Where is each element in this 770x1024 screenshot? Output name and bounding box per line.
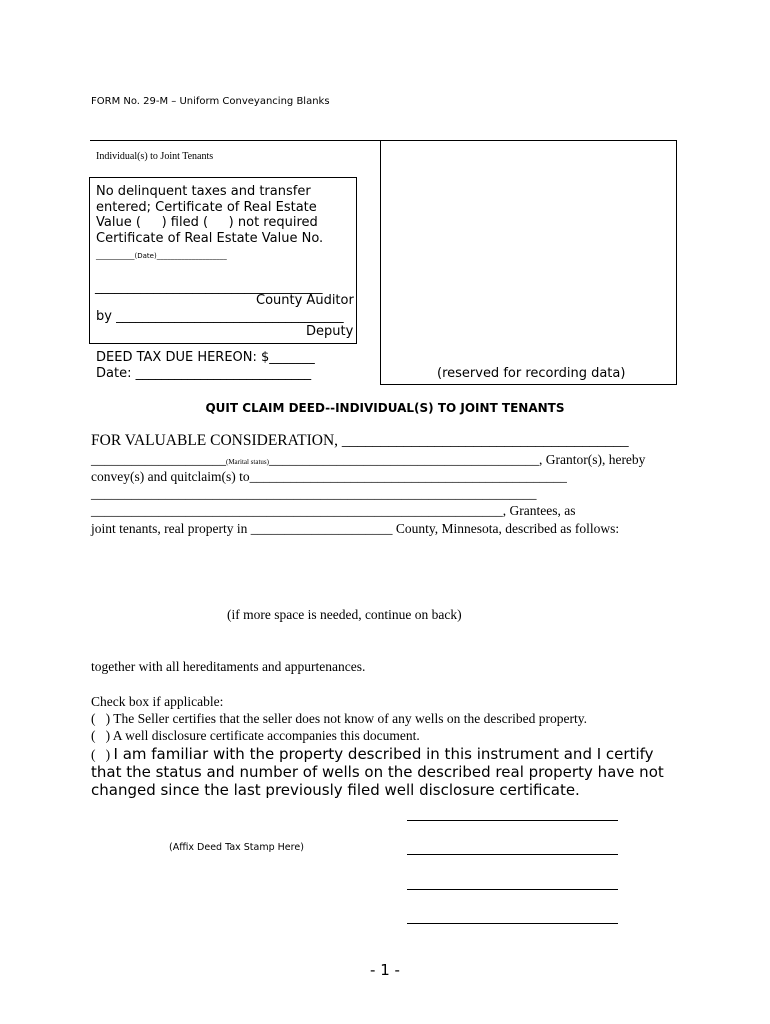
no-wells-checkbox[interactable]: ( ) The Seller certifies that the seller does not know of any wells on the described property. <box>91 711 587 726</box>
signature-line-1[interactable] <box>407 820 618 821</box>
wells-unchanged-line-2: that the status and number of wells on the described real property have not <box>91 763 664 781</box>
reserved-recording-label: (reserved for recording data) <box>437 366 626 381</box>
convey-line[interactable]: convey(s) and quitclaim(s) to_______________________________________________ <box>91 469 567 484</box>
county-auditor-label: County Auditor <box>256 293 354 308</box>
grantor-line[interactable] <box>91 452 645 468</box>
signature-line-4[interactable] <box>407 923 618 924</box>
grantor-rest[interactable]: ________________________________________, Grantor(s), hereby <box>268 452 646 467</box>
wells-unchanged-mark[interactable]: ( ) <box>91 747 114 762</box>
deed-title: QUIT CLAIM DEED--INDIVIDUAL(S) TO JOINT TENANTS <box>205 401 565 415</box>
form-number-header: FORM No. 29-M – Uniform Conveyancing Blanks <box>91 96 330 107</box>
signature-line-3[interactable] <box>407 889 618 890</box>
more-space-note: (if more space is needed, continue on back) <box>227 607 462 622</box>
well-certificate-checkbox[interactable]: ( ) A well disclosure certificate accompanies this document. <box>91 728 420 743</box>
page-number: - 1 - <box>370 961 400 979</box>
check-box-heading: Check box if applicable: <box>91 694 224 709</box>
auditor-signature-line[interactable]: ___________________________________ <box>95 280 323 295</box>
deed-subtitle: Individual(s) to Joint Tenants <box>96 151 214 162</box>
wells-unchanged-line-3: changed since the last previously filed well disclosure certificate. <box>91 781 580 799</box>
deputy-label: Deputy <box>306 324 354 339</box>
recording-data-box <box>380 140 677 385</box>
grantees-line[interactable]: _____________________________________________________________, Grantees, as <box>91 503 576 518</box>
tax-box-line-2: entered; Certificate of Real Estate <box>96 200 317 215</box>
consideration-line[interactable]: FOR VALUABLE CONSIDERATION, _____________________________________ <box>91 432 629 449</box>
signature-line-2[interactable] <box>407 854 618 855</box>
property-county-line[interactable]: joint tenants, real property in _____________________ County, Minnesota, described as follows: <box>91 521 620 536</box>
tax-box-line-1: No delinquent taxes and transfer <box>96 184 311 199</box>
grantee-blank-line[interactable]: __________________________________________________________________ <box>91 486 537 501</box>
wells-unchanged-checkbox[interactable] <box>91 745 654 764</box>
tax-box-line-3[interactable]: Value ( ) filed ( ) not required <box>96 215 318 230</box>
tax-box-line-4: Certificate of Real Estate Value No. <box>96 231 324 246</box>
header-rule <box>90 140 380 141</box>
wells-unchanged-text: I am familiar with the property described in this instrument and I certify <box>113 745 654 763</box>
marital-status-label: (Marital status) <box>226 458 269 466</box>
deputy-by-line[interactable]: by ___________________________________ <box>96 309 344 324</box>
deed-tax-due[interactable]: DEED TAX DUE HEREON: $_______ <box>96 350 315 365</box>
certificate-date-line[interactable]: ___________(Date)____________________ <box>96 252 227 260</box>
deed-tax-stamp-label: (Affix Deed Tax Stamp Here) <box>169 842 304 853</box>
deed-tax-date[interactable]: Date: ___________________________ <box>96 366 312 381</box>
hereditaments-clause: together with all hereditaments and appurtenances. <box>91 659 366 674</box>
grantor-name-blank[interactable]: ____________________ <box>91 452 226 467</box>
